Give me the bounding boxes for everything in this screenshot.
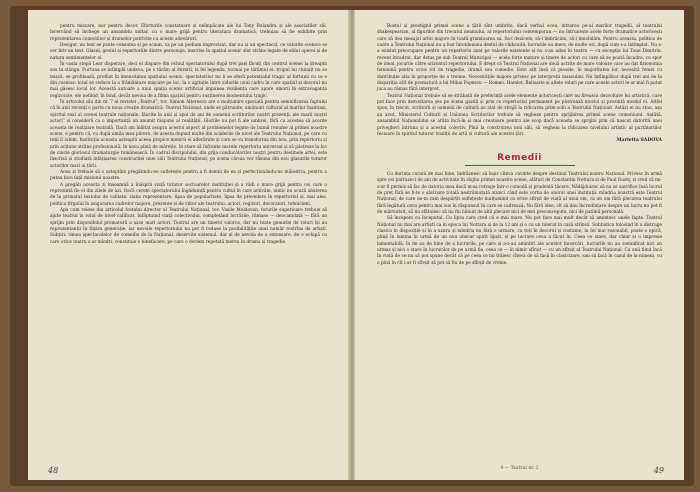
paragraph: Acea zi trebuie să o așteptăm pregătindu-ne sufletește pentru a fi demni de ea și perfecționându-ne măiestria, pentru a putea face față misiunii noastre. (50, 169, 327, 182)
paragraph: A pregăti aceasta zi înseamnă a înăsprii viață tuturor sectoarelor instituției și a vădi o mare grijă pentru cei care o reprezintă fie ei din zilele de azi. Dacă cerem spectatorului îngăduință pentru cultul în care activăm, nimic nu scuză abaterea de la primatul textului de calitate, slaba reprezentare, lipsa de popularitate, lipsa de prevedere în repertoriul și, mai ales, politica tîrgului în asigurarea cadrelor majore, prezente și de viitor ale teatrului: actori, regizori, decoratori, tehnicieni. (50, 182, 327, 207)
paragraph: pentru mișcare, nor pentru decor. Eforturile constatoare și neîmpăcate ale lui Tony Bulandra și ale asociaților săi, încercând să închege un ansamblu unitar, cu o mare grijă pentru literatura dramatică, trebuiau să fie exhibite prin reprezentarea comediilor și dramelor potrivite cu aceste adevăruri. (50, 24, 327, 42)
author-signature: Marietta SADOVA (616, 138, 662, 144)
paragraph: Teatrul Național trebuie să se străbată de preferință acele elemente actoricești care nu fireasca dezvoltare lui artistică, care pot face prin dezvoltarea șes pe scena gazdă și prin ce repertoriul permanent pe păstrează nivelul și prezintă nivelul ei. Altfel spus, în trecut, scriitorii și oamenii de cultură au stat de strajă la ridicarea prim-solii a Teatrului Național. Astăzi ei nu stau, așa au avut, Ministerul Culturii și Uniunea Scriitorilor trebuie să vegheze pentru sprijinirea primei scene comeniumi. Aatâtă, ansamblul Naționalului se arăta încă-în și mai creatoare pentru ale scop dacă aceasta se sprijini prin că nascut datorită unei privegheri întruna și a acestui colectiv. Pînă la construirea noii săli, să veghem la rîdicarea nivelului artistic al purtătoriilor fecioare în spiritul tuturor tradiții de artă și cultură ale acestei țări. (377, 93, 662, 137)
section-title: Remedii (497, 152, 542, 163)
paragraph: Să începem cu începutul. Cu lipsa care cred că e mai mare. Nu pot face mai mult decât să amintesc unele fapte. Teatrul Național nu mai are artiști ca în epoca lui Nottara și de la 12 ani și o cu un tolerat în casă strînsă. Subțiatica folosind în a distruge clasica în dispoziție și în a uzura și mîndria nu fără o urmare, cu toți în decorul și costume, în fel mai rezonabil, poate o epică, plină în lumina în urmă de un nou obscur spirit lipsit, și pe lucrare ceva a făcut în. Ceea ce stare, dar chiar și o impresie lamentabilă, în de au de bine de a lucrurile, pe care și a-s-au amintiri ale acestor încercări, lucrurile nu au semnificat nici un urmaș și nici o stare în lucrurilor de pe urmă fie, ceea ce — în nimic sfîrșit — cu un sfîrșit al Teatrului Național. Ca unii fiind încă în viață de ce nu să pot spune decât că pe ceea ce nu trăiesc cîteva de să facă în clasicizare, sau să facă în cazul de la nimeni, cu o pînă în cît i-ar fi sfîrșit să pot să fiu de pe sfîrșit de vreme. (377, 216, 662, 266)
page-number: 49 (653, 465, 664, 475)
page-footer: 4 — Teatrul nr. 2 (500, 465, 539, 471)
paragraph: În articolul său din nr. 7 al revistei „Teatrul”, tov. Simion Alterescu are o mulțumire specială pentru semnificarea faptului că în anii recenți o parte cu noua creație dramatică, Teatrul Național, unde se pătrunde, amănunt cultural al marilor înaintași, spiritul real al scenei teatrale naționale, făurite în anii și apoi de ani de oamenii scriitorilor noștri prezenți, ale marii noștri actori” și consideră ca o importanță un anumit răspuns al realității. Gloriile nu pot fi ale umbrei, fără ca acestea să acorde aceasta de realizare teatrală. Dacă am înăltat asupra acestui aspect al problemelor legate de bunul renume al primei noastre scene, e pentru că, cu după umila mea părere, de acesta depind multe din scăderile de nivel ale Teatrului Național, pe care cu toții îl iubim. Instituția aceasta așteaptă aceea propice menirii ei adevărate și care se va transforma din nou, prin repertoriu și prin acțiune strâns profesionată, în nava plină de măreție, în stare să înfrunte marele repertoriu universal și să păstreze la loc de cinste gloriosul dramaturgie românească. În cadrul discipulului, din grija conducătorilor noștri pentru destinele artei, este înscrisă și studiată înfățișarea construcției unei săli Teatrului Național, pe scena căruia vor răsuna din nou glasurile tuturor actorilor mari ai țării. (50, 100, 327, 169)
left-page (28, 10, 350, 480)
paragraph: Desigur, un text se poate consuma și pe scaun, ca pe un podium improvizat, dar nu și un spectacol, ce valorile scenice se cer într-un text. Glasul, gestul și repertoriile dintre personaje, inscrise în spațiul scenic sînt strâns legate de stilul operei și de natura sentimentelor ei. (50, 43, 327, 61)
paragraph: Rostul și prestigiul primei scene a țării sînt umbrite, dacă verbul ecou, intrarea pe-al marilor tragedii, al teatrului shakespearian, al figurilor din trecutul neamului, al repertoriului contemporan — nu întrunește acele forțe dramatice actoricești care să dea mesajul artei majore în toată grandoarea sa. Sa-l dezicem, să-l îmbrăcăm, să-l înnobilăm. Pentru aceasta, politica de cadre a Teatrului Național nu a fost întotdeauna destul de chibzuită; lucrurile au mers, de multe ori, după cum s-a întîmplat. Nu s-a existat preocupare pentru un repertoriu axat pe valorile existente și nu s-au adus în teatru — cu excepția lui Tone Dimitriu, recent încadrat, dar detaș pe sub Teatrul Municipal — acele forțe mature și tinere de actori cu care să se poată încadra, cu spor de ideal, jocurile către orizontul repertoriului. E drept că Teatrul Național are două actrițe de mare valoare care au dat fizionomia feminină pentru orice rol de tragedie, dramă sau comedie. Este atît însă că piesele, în majoritatea lor, necesită femei cu distribuție alta în proporție de o treime. Necesitățile majore privesc pe interpreții masculini. Nu întîmplător după trei ani de la dispariția atît de prematură a lui Mihai Popescu — Romeo, Hamlet, Belisarie și altele roluri pe care aceste actori le-ar mai fi putut juca au rămas fără interpret. (377, 24, 662, 93)
open-book (10, 6, 694, 486)
right-page (354, 10, 684, 480)
page-number: 48 (48, 465, 59, 475)
paragraph: Cu dorința curată de mai bine, îndrăznesc să înșir cîteva cuvinte despre destinul Teatrului nostru Național. Privesc în urmă spre cei patruzeci de ani de activitate în slujba primei noastre scene, alături de Constantin Nottara și de Paul Gusty, și cred că mi-s-ar fi permis să fac de datoria mea dacă m-aș retrage într-o comodă și prudentă tăcere. Nădăjduiesc să nu se sacrifice însă lucrul de preț fără se fi-te o săvîrșire totală nestrămutată atunci când este vorba de onorul unei instituții: mîndria noastră este Teatrul Național, de care ne-m cam despărțit suflețește mulțumind ca orice sfîrșit de viață al unui om, ca un om fără plecarea teatrului fără legătură ceva pentru mai sus în răspunsul în care se cadrează: Nu fără idee, cît să dau încredințare despre un lucru nu pot fi de mărturisit, să nu sfătuiesc să nu fiu bănuit de altă plecare nici de mei preconcepute, nici de patimă personală. (377, 171, 662, 215)
paragraph: Apa cum reiese din articolul fostului director al Teatrului Național, tov. Vasile Moldovan, forurile superioare trebuie să ajute teatrul în rolul de nivel calificat, înfăptuind viață colectivului, completând lucrările, rămase — deocamdată — fără un sprijin prin disponibilul prematură a șase mari actori. Teatrul are un tinerel valoros, dar nu toate genurile de roluri își au reprezentanții în tînăra generație, iar nevoile repertoriului nu pot fi reduse la posibilitățile unui număr restrîns de artiști. Subțiri: rimea spectacolelor de comedie de la Național, deservite sistemul, dar și de nevoia de a extensare, de o echipă cu care orice teatru s-ar mîndri, constituie o binefacere, pe care o doriem repetată mereu în drama și tragedie. (50, 207, 327, 245)
paragraph: În vasta stepă Lear disperare, deci el dispare din ochiul spectatorului după trei pași făcuți din centrul scenei la dreapta sau la stânga. Furtuna se intîmplă undeva, pe o tărâm al durerii, la fel legenda, tocmai pe tărâmul ei: trupul lui chinuit nu se mișcă, se profilează, profilat în imensitatea spațiului scenic; spectatorilor nu li se oferă potențialul tragic al furtunii cu ce e din cosmos: totul se reduce la o frământare mișcare pe loc, la o agitație între zidurile unui cadru în care spațiul și decorul nu mai găsesc locul lor. Această autoare a unui spațiu scenic artificial impunea reziliența care apare umorii în extravaganța regizorale, ele nefiind, în fond, decât nevoia de a filma spațiul pentru susținerea momentului tragic. (50, 62, 327, 99)
title-underline (465, 165, 575, 166)
